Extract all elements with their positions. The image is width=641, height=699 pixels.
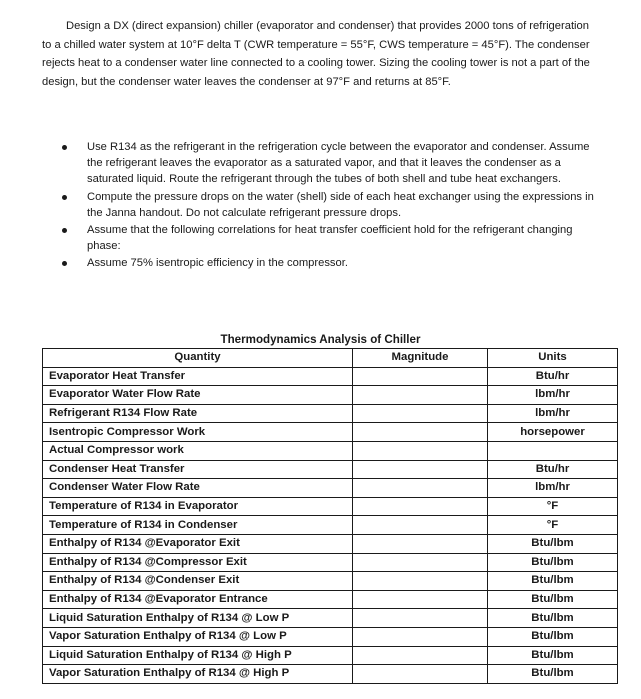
quantity-cell: Isentropic Compressor Work (43, 423, 353, 442)
quantity-cell: Temperature of R134 in Evaporator (43, 497, 353, 516)
table-row (43, 516, 618, 535)
units-cell: lbm/hr (488, 404, 618, 423)
units-cell: lbm/hr (488, 479, 618, 498)
units-cell: horsepower (488, 423, 618, 442)
magnitude-cell[interactable] (353, 497, 488, 516)
list-item (62, 222, 602, 254)
table-row (43, 534, 618, 553)
table-row (43, 646, 618, 665)
magnitude-cell[interactable] (353, 479, 488, 498)
list-item-text: Assume 75% isentropic efficiency in the compressor. (87, 257, 348, 270)
magnitude-cell[interactable] (353, 572, 488, 591)
list-item-text: Assume that the following correlations for heat transfer coefficient hold for the refrigerant changing phase: (87, 224, 573, 253)
bullet-icon (62, 228, 67, 233)
table-row (43, 404, 618, 423)
quantity-cell: Refrigerant R134 Flow Rate (43, 404, 353, 423)
units-cell: °F (488, 516, 618, 535)
table-row (43, 572, 618, 591)
magnitude-cell[interactable] (353, 367, 488, 386)
bullet-icon (62, 145, 67, 150)
table-row (43, 590, 618, 609)
table-row (43, 627, 618, 646)
quantity-cell: Enthalpy of R134 @Evaporator Exit (43, 534, 353, 553)
magnitude-cell[interactable] (353, 627, 488, 646)
quantity-cell: Liquid Saturation Enthalpy of R134 @ Low P (43, 609, 353, 628)
quantity-cell: Evaporator Water Flow Rate (43, 386, 353, 405)
magnitude-cell[interactable] (353, 665, 488, 684)
quantity-cell: Actual Compressor work (43, 441, 353, 460)
units-cell: Btu/lbm (488, 553, 618, 572)
magnitude-cell[interactable] (353, 590, 488, 609)
table-row (43, 367, 618, 386)
table-row (43, 423, 618, 442)
magnitude-cell[interactable] (353, 441, 488, 460)
units-cell: Btu/lbm (488, 646, 618, 665)
quantity-cell: Vapor Saturation Enthalpy of R134 @ High P (43, 665, 353, 684)
quantity-cell: Temperature of R134 in Condenser (43, 516, 353, 535)
magnitude-cell[interactable] (353, 404, 488, 423)
quantity-cell: Enthalpy of R134 @Evaporator Entrance (43, 590, 353, 609)
bullet-icon (62, 261, 67, 266)
units-cell: °F (488, 497, 618, 516)
bullet-icon (62, 195, 67, 200)
quantity-cell: Vapor Saturation Enthalpy of R134 @ Low P (43, 627, 353, 646)
units-cell: Btu/lbm (488, 572, 618, 591)
magnitude-cell[interactable] (353, 386, 488, 405)
units-cell: Btu/hr (488, 367, 618, 386)
quantity-cell: Enthalpy of R134 @Condenser Exit (43, 572, 353, 591)
intro-paragraph: Design a DX (direct expansion) chiller (evaporator and condenser) that provides 2000 tons of refrigeration to a chilled water system at 10°F delta T (CWR temperature = 55°F, CWS temperature = 45°F). The condenser rejects heat to a condenser water line connected to a cooling tower. Sizing the cooling tower is not a part of the design, but the condenser water leaves the condenser at 97°F and returns at 85°F. (42, 20, 590, 88)
table-title: Thermodynamics Analysis of Chiller (220, 333, 421, 346)
list-item-text: Use R134 as the refrigerant in the refrigeration cycle between the evaporator and condenser. Assume the refrigerant leaves the evaporator as a saturated vapor, and that it leaves the condenser as a saturated liquid. Route the refrigerant through the tubes of both shell and tube heat exchangers. (87, 141, 590, 186)
quantity-cell: Liquid Saturation Enthalpy of R134 @ High P (43, 646, 353, 665)
table-row (43, 609, 618, 628)
units-cell: Btu/lbm (488, 534, 618, 553)
magnitude-cell[interactable] (353, 553, 488, 572)
quantity-cell: Condenser Water Flow Rate (43, 479, 353, 498)
table-row (43, 665, 618, 684)
table-row (43, 386, 618, 405)
units-cell (488, 441, 618, 460)
units-cell: Btu/lbm (488, 609, 618, 628)
list-item (62, 139, 602, 188)
units-cell: Btu/lbm (488, 627, 618, 646)
list-item (62, 189, 602, 221)
magnitude-cell[interactable] (353, 609, 488, 628)
header-units: Units (488, 349, 618, 368)
thermodynamics-table (42, 348, 618, 684)
requirements-list (62, 139, 602, 273)
header-magnitude: Magnitude (353, 349, 488, 368)
units-cell: Btu/lbm (488, 665, 618, 684)
header-quantity: Quantity (43, 349, 353, 368)
magnitude-cell[interactable] (353, 534, 488, 553)
quantity-cell: Condenser Heat Transfer (43, 460, 353, 479)
table-header-row (43, 349, 618, 368)
table-row (43, 441, 618, 460)
units-cell: Btu/hr (488, 460, 618, 479)
magnitude-cell[interactable] (353, 646, 488, 665)
units-cell: Btu/lbm (488, 590, 618, 609)
units-cell: lbm/hr (488, 386, 618, 405)
table-row (43, 497, 618, 516)
magnitude-cell[interactable] (353, 460, 488, 479)
table-row (43, 460, 618, 479)
quantity-cell: Evaporator Heat Transfer (43, 367, 353, 386)
list-item (62, 255, 602, 271)
magnitude-cell[interactable] (353, 516, 488, 535)
table-row (43, 479, 618, 498)
table-row (43, 553, 618, 572)
quantity-cell: Enthalpy of R134 @Compressor Exit (43, 553, 353, 572)
magnitude-cell[interactable] (353, 423, 488, 442)
list-item-text: Compute the pressure drops on the water (shell) side of each heat exchanger using the expressions in the Janna handout. Do not calculate refrigerant pressure drops. (87, 190, 594, 219)
